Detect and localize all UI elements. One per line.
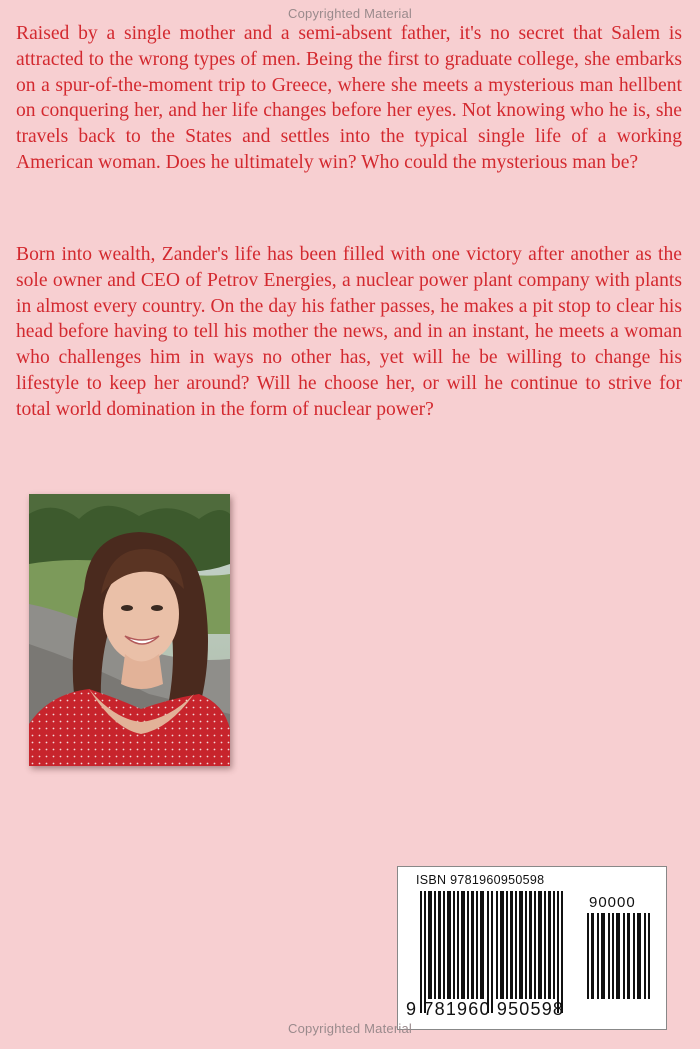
author-photo [29,494,230,766]
copyright-watermark-bottom: Copyrighted Material [288,1021,412,1036]
barcode-price-code: 90000 [589,894,636,911]
isbn-barcode [397,866,667,1030]
blurb-paragraph-salem: Raised by a single mother and a semi-absent father, it's no secret that Salem is attracted to the wrong types of men. Being the first to graduate college, she embarks on a spur-of-the-moment trip to Greece, where she meets a mysterious man hellbent on conquering her, and her life changes before her eyes. Not knowing who he is, she travels back to the States and settles into the typical single life of a working American woman. Does he ultimately win? Who could the mysterious man be? [16,23,682,173]
copyright-watermark-top: Copyrighted Material [288,6,412,21]
barcode-bars [410,891,574,1013]
barcode-digits: 9 781960 950598 [406,999,565,1019]
isbn-label: ISBN 9781960950598 [416,873,545,887]
barcode-addon-bars [585,913,651,999]
blurb-paragraph-zander: Born into wealth, Zander's life has been filled with one victory after another as the sole owner and CEO of Petrov Energies, a nuclear power plant company with plants in almost every country. On the day his father passes, he makes a pit stop to clear his head before having to tell his mother the news, and in an instant, he meets a woman who challenges him in ways no other has, yet will he be willing to change his lifestyle to keep her around? Will he choose her, or will he continue to strive for total world domination in the form of nuclear power? [16,244,682,420]
